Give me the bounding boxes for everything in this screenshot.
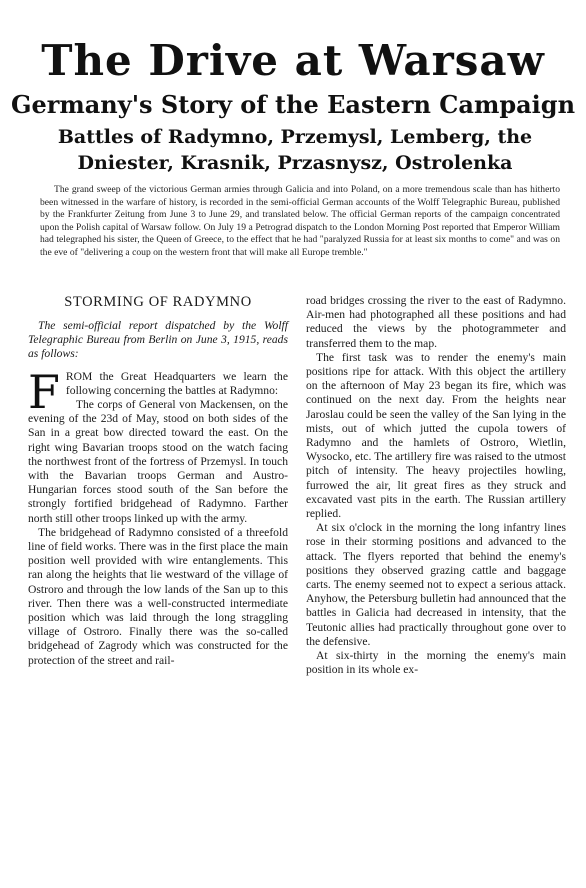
article-title: The Drive at Warsaw [41, 36, 545, 85]
intro-paragraph: The grand sweep of the victorious German armies through Galicia and into Poland, on a more tremendous scale than has hitherto been witnessed in the warfare of history, is recorded in the semi-official German accounts of the Wolff Telegraphic Bureau, published by the Frankfurter Zeitung from June 3 to June 29, and translated below. The official German reports of the campaign concentrated upon the Polish capital of Warsaw follow. On July 19 a Petrograd dispatch to the London Morning Post reported that Emperor William had telegraphed his sister, the Queen of Greece, to the effect that he had "paralyzed Russia for at least six months to come" and was on the eve of "delivering a coup on the western front that will make all Europe tremble." [40, 184, 560, 258]
paragraph-infantry-attack: At six o'clock in the morning the long infantry lines rose in their storming positions and advanced to the attack. The flyers reported that behind the enemy's positions they observed grazing cattle and baggage carts. The enemy seemed not to expect a serious attack. Anyhow, the Petersburg bulletin had announced that the battles in Galicia had decreased in intensity, that the Teutonic allies had practically throughout gone over to the defensive. [306, 521, 566, 648]
section-heading: STORMING OF RADYMNO [64, 294, 252, 310]
paragraph-mackensen: The corps of General von Mackensen, on the evening of the 23d of May, stood on both sides of the San in a great bow directed toward the east. On the right wing Bavarian troops stood on the watch facing the northwest front of the fortress of Przemysl. In touch with the Bavarian troops German and Austro-Hungarian forces stood south of the San before the strongly fortified bridgehead of Radymno. Farther north still other troops linked up with the army. [28, 398, 288, 525]
paragraph-first-task: The first task was to render the enemy's main positions ripe for attack. With this object the artillery on the afternoon of May 23 began its fire, which was continued on the next day. From the heights near Jaroslau could be seen the valley of the San lying in the mists, out of which jutted the cupola towers of Radymno and the hamlets of Ostroro, Wietlin, Wysocko, etc. The artillery fire was raised to the utmost pitch of intensity. The heavy projectiles howling, furrowed the air, lit great fires as they struck and excavated vast pits in the earth. The Russian artillery replied. [306, 350, 566, 521]
left-column [28, 294, 288, 668]
opening-paragraph [28, 364, 288, 419]
paragraph-bridgehead: The bridgehead of Radymno consisted of a threefold line of field works. There was in the first place the main position well provided with wire entanglements. This ran along the heights that lie westward of the village of Ostroro and through the low lands of the San up to this river. Then there was a well-constructed intermediate position which was laid through the long straggling village of Ostroro. Finally there was the so-called bridgehead of Zagrody which was constructed for the protection of the street and rail- [28, 525, 288, 667]
lead-note: The semi-official report dispatched by the Wolff Telegraphic Bureau from Berlin on June 3, 1915, reads as follows: [28, 319, 288, 361]
paragraph-bridges-continued: road bridges crossing the river to the east of Radymno. Air-men had photographed all these positions and had reduced the views by the photogrammeter and transferred them to the map. [306, 294, 566, 350]
battles-heading: Battles of Radymno, Przemysl, Lemberg, the Dniester, Krasnik, Przasnysz, Ostrolenka [57, 126, 533, 174]
opening-text: ROM the Great Headquarters we learn the following concerning the battles at Radymno: [65, 369, 288, 397]
paragraph-main-position: At six-thirty in the morning the enemy's main position in its whole ex- [306, 649, 566, 677]
article-subtitle: Germany's Story of the Eastern Campaign [10, 90, 576, 119]
right-column [306, 294, 566, 677]
drop-cap: F [28, 364, 60, 419]
